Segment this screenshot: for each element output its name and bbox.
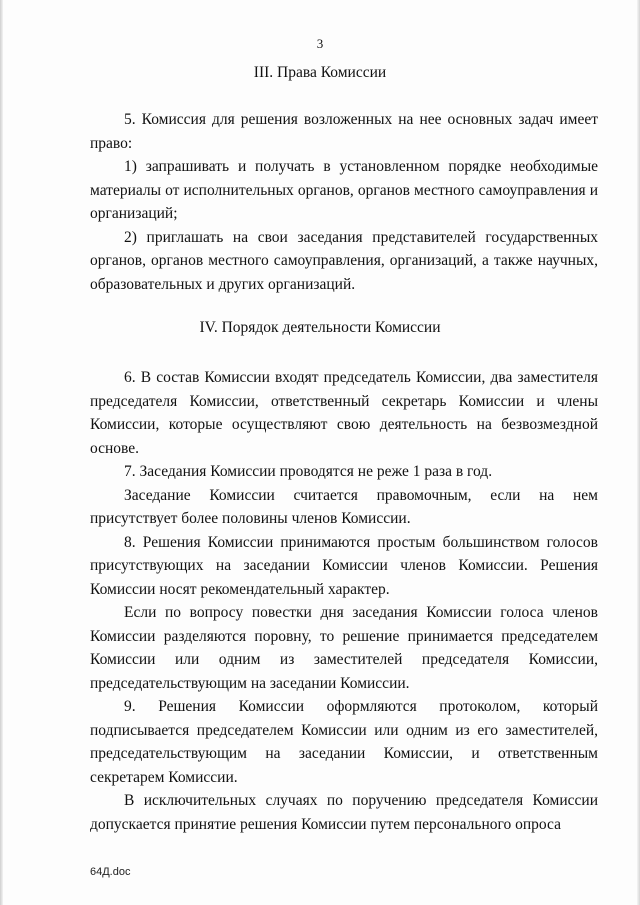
paragraph-7-quorum: Заседание Комиссии считается правомочным, если на нем присутствует более половины членов Комиссии. [90,486,598,527]
paragraph-7: 7. Заседания Комиссии проводятся не реже 1 раза в год. [124,463,493,480]
paragraph-6: 6. В состав Комиссии входят председатель Комиссии, два заместителя председателя Комиссии, ответственный секретарь Комиссии и члены Комиссии, которые осуществляют свою деятельность на безвозмездной основе. [90,369,598,457]
paragraph-8: 8. Решения Комиссии принимаются простым большинством голосов присутствующих на заседании Комиссии членов Комиссии. Решения Комиссии носят рекомендательный характер. [90,533,598,598]
section-4-body [90,366,598,836]
scan-edge-left [0,0,3,905]
section-3-heading: III. Права Комиссии [253,64,387,81]
paragraph-9-exception: В исключительных случаях по поручению председателя Комиссии допускается принятие решения Комиссии путем персонального опроса [90,792,598,833]
footer-filename: 64Д.doc [90,866,131,878]
page-number: 3 [316,36,324,51]
paragraph-5-item-1: 1) запрашивать и получать в установленном порядке необходимые материалы от исполнительных органов, органов местного самоуправления и организаций; [90,158,598,222]
section-3-body [90,108,598,296]
paragraph-8-tie: Если по вопросу повестки дня заседания Комиссии голоса членов Комиссии разделяются поровну, то решение принимается председателем Комиссии или одним из заместителей председателя Комиссии, председательствующим на заседании Комиссии. [90,604,598,692]
paragraph-9: 9. Решения Комиссии оформляются протоколом, который подписывается председателем Комиссии или одним из его заместителей, председательствующим на заседании Комиссии, и ответственным секретарем Комиссии. [90,698,598,786]
section-4-heading: IV. Порядок деятельности Комиссии [199,319,441,336]
paragraph-5-item-2: 2) приглашать на свои заседания представителей государственных органов, органов местного самоуправления, организаций, а также научных, образовательных и других организаций. [90,228,598,293]
paragraph-5: 5. Комиссия для решения возложенных на нее основных задач имеет право: [90,111,598,152]
